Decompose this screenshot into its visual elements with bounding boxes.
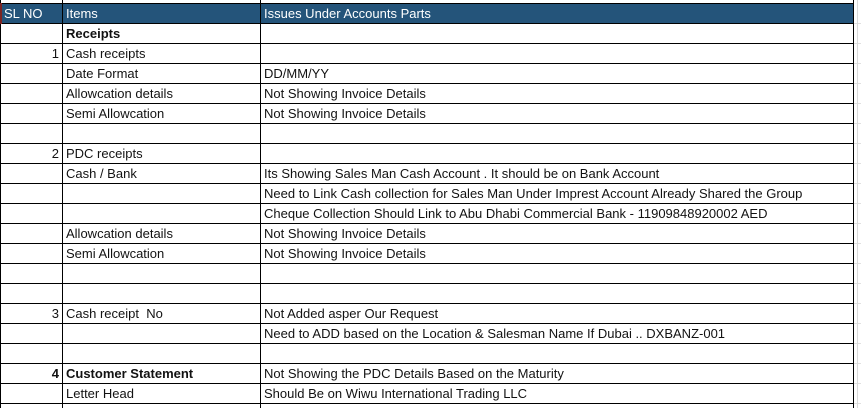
cell-issue[interactable]: Need to ADD based on the Location & Salesman Name If Dubai .. DXBANZ-001 [261,324,854,343]
cell-sl-no[interactable] [1,324,63,343]
gridline-tick [853,404,854,408]
table-row [1,364,854,384]
cell-item[interactable]: Letter Head [63,384,261,403]
cell-item[interactable]: Cash receipt No [63,304,261,323]
cell-issue[interactable] [261,24,854,43]
cell-issue[interactable] [261,264,854,283]
cell-item[interactable]: Semi Allowcation [63,244,261,263]
table-row [1,284,854,304]
cell-item[interactable] [63,284,261,303]
cell-sl-no[interactable]: 3 [1,304,63,323]
cell-issue[interactable]: Not Showing Invoice Details [261,224,854,243]
table-row [1,144,854,164]
cell-sl-no[interactable] [1,24,63,43]
cell-item[interactable]: Cash receipts [63,44,261,63]
table-row [1,84,854,104]
cell-item[interactable]: Receipts [63,24,261,43]
cell-sl-no[interactable] [1,284,63,303]
cell-sl-no[interactable] [1,164,63,183]
cell-item[interactable]: Date Format [63,64,261,83]
cell-item[interactable]: Semi Allowcation [63,104,261,123]
table-row [1,384,854,404]
cell-sl-no[interactable] [1,184,63,203]
cell-item[interactable] [63,204,261,223]
table-row [1,264,854,284]
table-row [1,104,854,124]
cell-sl-no[interactable] [1,264,63,283]
cell-issue[interactable] [261,344,854,363]
table-row [1,184,854,204]
table-row [1,24,854,44]
cell-issue[interactable]: Need to Link Cash collection for Sales Man Under Imprest Account Already Shared the Group [261,184,854,203]
cell-issue[interactable] [261,44,854,63]
table-row [1,164,854,184]
cell-issue[interactable] [261,144,854,163]
cell-item[interactable] [63,344,261,363]
cell-issue[interactable]: Not Showing Invoice Details [261,84,854,103]
cell-item[interactable]: Allowcation details [63,224,261,243]
cell-issue[interactable] [261,284,854,303]
cell-item[interactable] [63,324,261,343]
cell-sl-no[interactable] [1,104,63,123]
table-row [1,64,854,84]
cell-item[interactable]: Allowcation details [63,84,261,103]
cell-issue[interactable]: Cheque Collection Should Link to Abu Dhabi Commercial Bank - 11909848920002 AED [261,204,854,223]
faint-column-gridline [857,0,858,408]
table-row [1,344,854,364]
cell-issue[interactable]: Not Added asper Our Request [261,304,854,323]
cell-item[interactable]: Customer Statement [63,364,261,383]
cell-sl-no[interactable] [1,244,63,263]
gridline-tick [0,404,1,408]
table-row [1,124,854,144]
cell-issue[interactable] [261,124,854,143]
cell-issue[interactable]: Not Showing Invoice Details [261,244,854,263]
cell-sl-no[interactable] [1,64,63,83]
cell-issue[interactable]: DD/MM/YY [261,64,854,83]
column-header-sl-no[interactable]: SL NO [1,4,63,23]
cell-item[interactable] [63,184,261,203]
cell-sl-no[interactable] [1,84,63,103]
red-edge-marker [0,3,2,24]
cell-item[interactable]: PDC receipts [63,144,261,163]
cell-issue[interactable]: Should Be on Wiwu International Trading LLC [261,384,854,403]
table-row [1,324,854,344]
column-header-issues[interactable]: Issues Under Accounts Parts [261,4,854,23]
cell-sl-no[interactable]: 2 [1,144,63,163]
cell-sl-no[interactable]: 1 [1,44,63,63]
cell-sl-no[interactable] [1,124,63,143]
table-row [1,244,854,264]
cell-sl-no[interactable] [1,344,63,363]
table-row [1,204,854,224]
cell-issue[interactable]: Not Showing Invoice Details [261,104,854,123]
gridline-tick [260,404,261,408]
table-body [1,24,854,404]
cell-sl-no[interactable] [1,224,63,243]
table-header-row [1,3,854,24]
cell-item[interactable]: Cash / Bank [63,164,261,183]
cell-issue[interactable]: Not Showing the PDC Details Based on the Maturity [261,364,854,383]
cell-issue[interactable]: Its Showing Sales Man Cash Account . It should be on Bank Account [261,164,854,183]
column-header-items[interactable]: Items [63,4,261,23]
table-row [1,304,854,324]
issues-table [0,3,854,404]
cell-sl-no[interactable]: 4 [1,364,63,383]
table-row [1,224,854,244]
table-row [1,44,854,64]
gridline-tick [62,404,63,408]
cell-item[interactable] [63,264,261,283]
cell-sl-no[interactable] [1,384,63,403]
cell-item[interactable] [63,124,261,143]
cell-sl-no[interactable] [1,204,63,223]
